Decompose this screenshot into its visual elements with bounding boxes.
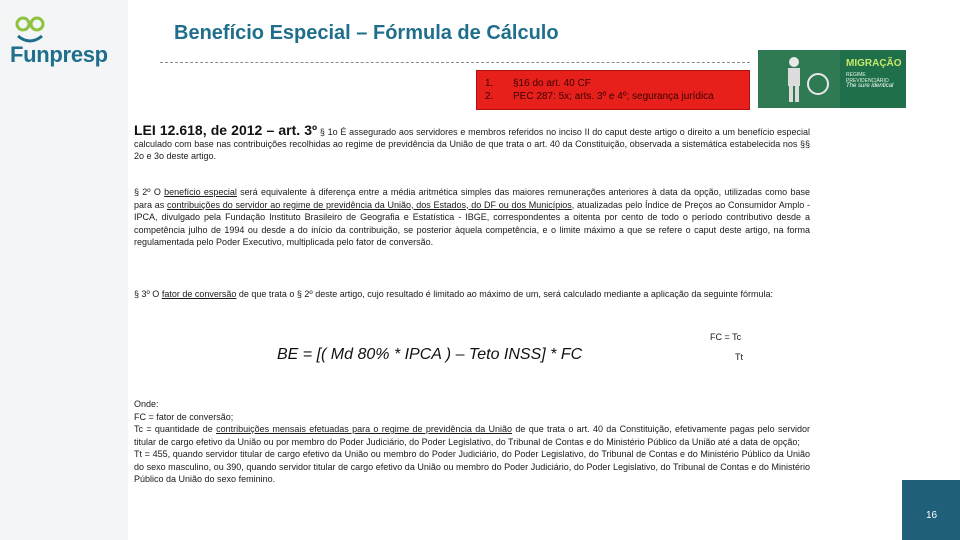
migration-banner — [758, 50, 906, 108]
banner-title: MIGRAÇÃO — [846, 58, 902, 69]
definitions: Onde: FC = fator de conversão; Tc = quantidade de contribuições mensais efetuadas para o regime de previdência da União de que trata o art. 40 da Constituição, efetivamente pagas pelo servidor titular de cargo efetivo da União ou por membro do Poder Judiciário, do Poder Legislativo, do Tribunal de Contas e do Ministério Público da União até a data de opção; Tt = 455, quando servidor titular de cargo efetivo da União ou membro do Poder Judiciário, do Poder Legislativo, do Tribunal de Contas e do Ministério Público da União do sexo masculino, ou 390, quando servidor titular de cargo efetivo da União ou membro do Poder Judiciário, do Poder Legislativo, do Tribunal de Contas e do Ministério Público da União do sexo feminino. — [134, 399, 810, 484]
sidebar — [0, 0, 128, 540]
banner-image — [758, 50, 840, 108]
header-divider — [160, 62, 750, 63]
reference-item: 2. PEC 287: 5x; arts. 3º e 4º; segurança jurídica — [485, 91, 714, 102]
law-paragraph-3: § 3º O fator de conversão de que trata o § 2º deste artigo, cujo resultado é limitado ao máximo de um, será calculado mediante a aplicação da seguinte fórmula: — [134, 289, 773, 299]
law-paragraph-1: LEI 12.618, de 2012 – art. 3º § 1o É assegurado aos servidores e membros referidos no inciso II do caput deste artigo o direito a um benefício especial calculado com base nas contribuições recolhidas ao regime de previdência da União de que trata o art. 40 da Constituição, observada a sistemática estabelecida nos §§ 2o e 3o deste artigo. — [134, 122, 810, 161]
page-number-badge — [902, 480, 960, 540]
benefit-formula: BE = [( Md 80% * IPCA ) – Teto INSS] * FC — [277, 346, 583, 363]
brand-name: Funpresp — [10, 42, 108, 67]
references-box — [476, 70, 750, 110]
conversion-factor-denominator: Tt — [735, 352, 743, 362]
law-heading: LEI 12.618, de 2012 – art. 3º — [134, 122, 318, 138]
page-number: 16 — [926, 510, 938, 521]
law-paragraph-2: § 2º O benefício especial será equivalente à diferença entre a média aritmética simples das maiores remunerações anteriores à data da opção, utilizadas como base para as contribuições do servidor ao regime de previdência da União, dos Estados, do DF ou dos Municípios, atualizadas pelo Índice de Preços ao Consumidor Amplo - IPCA, divulgado pela Fundação Instituto Brasileiro de Geografia e Estatística - IBGE, correspondentes a oitenta por cento de todo o período contributivo desde a competência julho de 1994 ou desde a do início da contribuição, se posterior àquela competência, e o limite máximo a que se refere o caput deste artigo, na forma regulamentada pelo Poder Executivo, multiplicada pelo fator de conversão. — [134, 187, 810, 247]
conversion-factor-numerator: FC = Tc — [710, 332, 742, 342]
banner-subtitle: REGIME PREVIDENCIÁRIO — [846, 72, 889, 84]
reference-item: 1. §16 do art. 40 CF — [485, 78, 591, 89]
person-icon — [758, 50, 840, 108]
banner-tagline: The sure identical — [846, 83, 894, 89]
slide-title: Benefício Especial – Fórmula de Cálculo — [174, 22, 559, 44]
